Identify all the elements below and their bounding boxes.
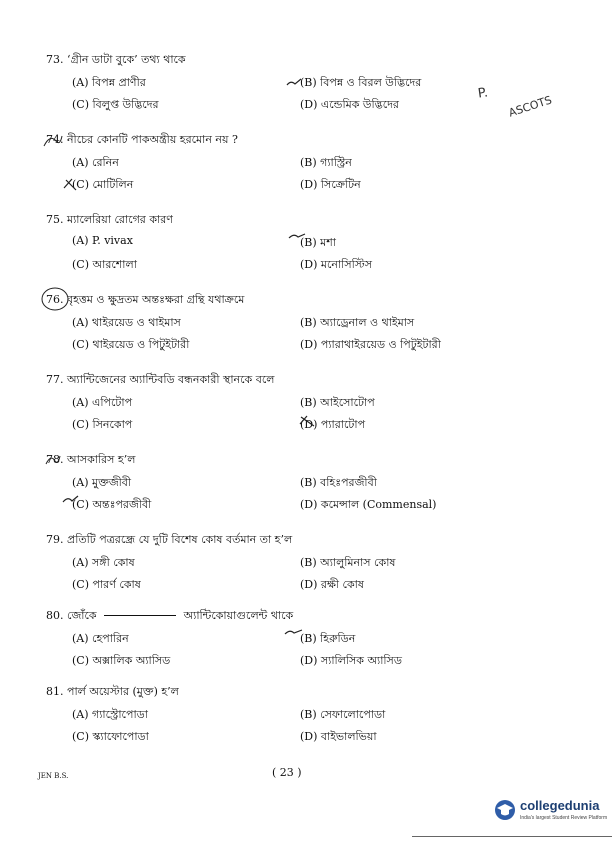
question-stem-before: 80. জোঁকে — [46, 609, 97, 622]
scribble-mark-icon — [42, 132, 64, 150]
circle-mark-icon — [40, 286, 70, 312]
option-b: (B) বহিঃপরজীবী — [300, 476, 377, 489]
tick-mark-icon — [62, 494, 80, 508]
option-d: (D) মনোসিস্টিস — [300, 258, 372, 271]
option-d: (D) প্যারাথাইরয়েড ও পিটুইটারী — [300, 338, 441, 351]
question-stem: 76. বৃহত্তম ও ক্ষুদ্রতম অন্তঃক্ষরা গ্রন্থি যথাক্রমে — [46, 293, 245, 306]
option-b: (B) বিপন্ন ও বিরল উদ্ভিদের — [300, 76, 422, 89]
question-stem: 75. ম্যালেরিয়া রোগের কারণ — [46, 213, 173, 226]
option-a: (A) এপিটোপ — [72, 396, 133, 409]
tick-mark-icon — [284, 628, 304, 638]
question-stem: 73. ‘গ্রীন ডাটা বুকে’ তথ্য থাকে — [46, 53, 186, 66]
option-c: (C) বিলুপ্ত উদ্ভিদের — [72, 98, 159, 111]
option-b: (B) অ্যাড্রেনাল ও থাইমাস — [300, 316, 415, 329]
option-c: (C) পারর্ণ কোষ — [72, 578, 141, 591]
option-b: (B) হিরুডিন — [300, 632, 356, 645]
option-a: (A) বিপন্ন প্রাণীর — [72, 76, 146, 89]
question-78 — [46, 452, 566, 516]
collegedunia-logo — [494, 792, 606, 832]
option-c: (C) থাইরয়েড ও পিটুইটারী — [72, 338, 190, 351]
question-stem: 79. প্রতিটি পত্ররন্ধ্রে যে দুটি বিশেষ কোষ বর্তমান তা হ’ল — [46, 533, 293, 546]
question-stem: 74. নীচের কোনটি পাকঅন্ত্রীয় হরমোন নয় ? — [46, 133, 238, 146]
question-stem: 81. পার্ল অয়েস্টার (মুক্ত) হ’ল — [46, 685, 179, 698]
option-c: (C) মোটিলিন — [72, 178, 134, 191]
option-b: (B) আইসোটোপ — [300, 396, 375, 409]
option-b: (B) সেফালোপোডা — [300, 708, 386, 721]
option-d: (D) প্যারাটোপ — [300, 418, 366, 431]
tick-mark-icon — [286, 78, 302, 90]
question-stem-after: অ্যান্টিকোয়াগুলেন্ট থাকে — [183, 609, 294, 622]
option-a: (A) P. vivax — [72, 234, 133, 247]
option-d: (D) স্যালিসিক অ্যাসিড — [300, 654, 402, 667]
handwritten-note: ASCOTS — [507, 93, 554, 120]
page-number: ( 23 ) — [272, 766, 302, 779]
option-a: (A) থাইরয়েড ও থাইমাস — [72, 316, 181, 329]
question-79 — [46, 532, 566, 596]
option-a: (A) সঙ্গী কোষ — [72, 556, 135, 569]
option-a: (A) মুক্তজীবী — [72, 476, 132, 489]
option-c: (C) স্ক্যাফোপোডা — [72, 730, 149, 743]
option-c: (C) আরশোলা — [72, 258, 137, 271]
question-73 — [46, 52, 566, 116]
option-d: (D) বাইভালভিয়া — [300, 730, 377, 743]
question-74 — [46, 132, 566, 196]
option-b: (B) মশা — [300, 236, 336, 249]
fill-in-blank — [104, 615, 176, 616]
option-c: (C) সিনকোপ — [72, 418, 133, 431]
tick-mark-icon — [288, 232, 306, 242]
tick-mark-icon — [298, 414, 318, 428]
question-stem: 77. অ্যান্টিজেনের অ্যান্টিবডি বন্ধনকারী স্থানকে বলে — [46, 373, 275, 386]
scan-border-line — [412, 836, 612, 837]
tick-mark-icon — [62, 176, 80, 192]
option-a: (A) গ্যাস্ট্রোপোডা — [72, 708, 148, 721]
exam-code: JEN B.S. — [38, 772, 69, 780]
question-stem — [46, 608, 566, 624]
option-a: (A) হেপারিন — [72, 632, 129, 645]
question-80 — [46, 608, 566, 672]
option-b: (B) অ্যালুমিনাস কোষ — [300, 556, 396, 569]
option-d: (D) সিক্রেটিন — [300, 178, 361, 191]
option-c: (C) অন্তঃপরজীবী — [72, 498, 152, 511]
logo-tagline: India's largest Student Review Platform — [520, 815, 608, 821]
scribble-mark-icon — [44, 452, 62, 468]
question-75 — [46, 212, 566, 276]
handwritten-note: P. — [477, 85, 489, 102]
question-76 — [46, 292, 566, 356]
option-d: (D) কমেন্সাল (Commensal) — [300, 498, 437, 511]
option-d: (D) এন্ডেমিক উদ্ভিদের — [300, 98, 399, 111]
option-a: (A) রেনিন — [72, 156, 119, 169]
question-81 — [46, 684, 566, 748]
option-c: (C) অক্সালিক অ্যাসিড — [72, 654, 171, 667]
logo-name: collegedunia — [520, 798, 600, 813]
question-stem: 78. আসকারিস হ’ল — [46, 453, 136, 466]
graduation-cap-icon — [494, 798, 516, 822]
option-b: (B) গ্যাস্ট্রিন — [300, 156, 352, 169]
option-d: (D) রক্ষী কোষ — [300, 578, 364, 591]
